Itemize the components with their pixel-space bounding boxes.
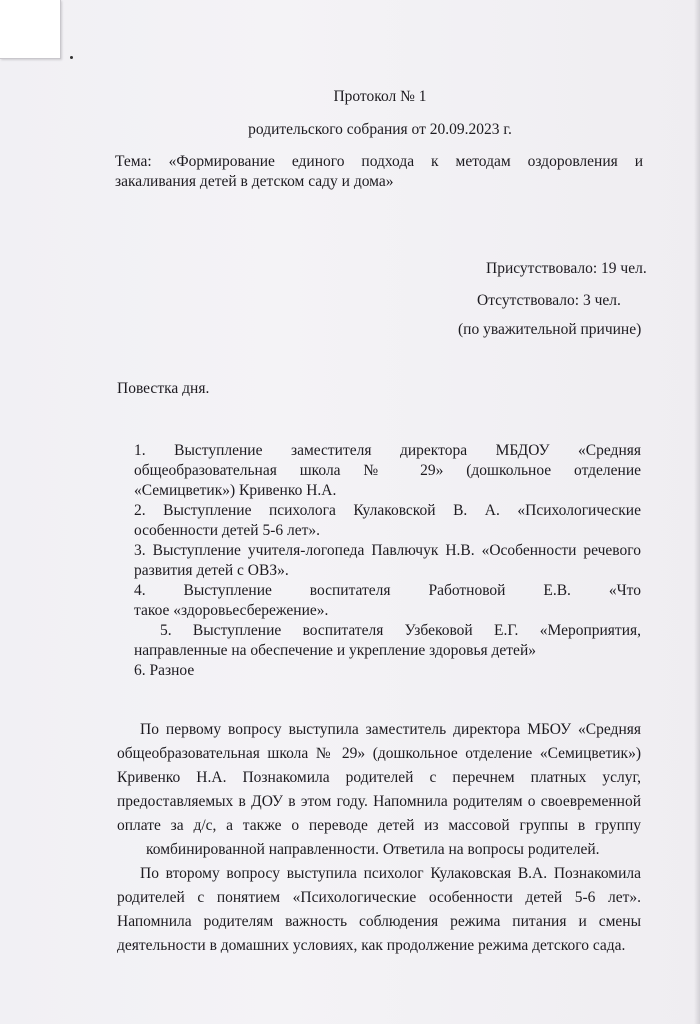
page-edge-shadow [694,0,700,1024]
ink-dot [70,56,73,59]
paragraph-1-line-1: По первому вопросу выступила заместитель директора МБОУ «Средняя [140,721,641,738]
paragraph-2-line-1: По второму вопросу выступила психолог Кулаковская В.А. Познакомила [140,865,641,882]
paragraph-2-line-4: деятельности в домашних условиях, как продолжение режима детского сада. [117,937,626,954]
attendance-present: Присутствовало: 19 чел. [486,260,647,277]
agenda-item-3-line-1: 3. Выступление учителя-логопеда Павлючук Н.В. «Особенности речевого [134,542,641,559]
paragraph-1-line-4: предоставляемых в ДОУ в этом году. Напомнила родителям о своевременной [117,793,641,810]
paper-corner [0,0,61,59]
paragraph-2-line-3: Напомнила родителям важность соблюдения режима питания и смены [117,913,641,930]
agenda-item-1-line-1: 1. Выступление заместителя директора МБДОУ «Средняя [134,442,641,459]
attendance-reason: (по уважительной причине) [458,321,642,338]
paragraph-1-line-3: Кривенко Н.А. Познакомила родителей с перечнем платных услуг, [117,769,641,786]
agenda-item-5-line-1: 5. Выступление воспитателя Узбековой Е.Г. «Мероприятия, [160,622,641,639]
agenda-item-4-line-2: такое «здоровьесбережение». [134,602,329,619]
attendance-absent: Отсутствовало: 3 чел. [477,292,621,309]
topic-line-2: закаливания детей в детском саду и дома» [115,173,394,190]
agenda-item-1-line-2: общеобразовательная школа № 29» (дошкольное отделение [134,462,641,479]
agenda-item-6: 6. Разное [134,662,195,679]
paragraph-2-line-2: родителей с понятием «Психологические особенности детей 5-6 лет». [117,889,641,906]
agenda-item-3-line-2: развития детей с ОВЗ». [134,562,289,579]
agenda-item-5-line-2: направленные на обеспечение и укрепление здоровья детей» [134,642,536,659]
paragraph-1-line-5: оплате за д/с, а также о переводе детей из массовой группы в группу [117,817,641,834]
agenda-item-4-line-1: 4. Выступление воспитателя Работновой Е.В. «Что [134,582,641,599]
agenda-heading: Повестка дня. [117,380,210,397]
agenda-item-1-line-3: «Семицветик») Кривенко Н.А. [134,482,337,499]
paragraph-1-line-6: комбинированной направленности. Ответила на вопросы родителей. [146,841,600,858]
agenda-item-2-line-2: особенности детей 5-6 лет». [134,522,321,539]
protocol-subtitle: родительского собрания от 20.09.2023 г. [248,121,512,138]
paragraph-1-line-2: общеобразовательная школа № 29» (дошкольное отделение «Семицветик») [117,745,641,762]
agenda-item-2-line-1: 2. Выступление психолога Кулаковской В. А. «Психологические [134,502,641,519]
topic-line-1: Тема: «Формирование единого подхода к методам оздоровления и [115,153,643,170]
protocol-title: Протокол № 1 [333,88,427,105]
